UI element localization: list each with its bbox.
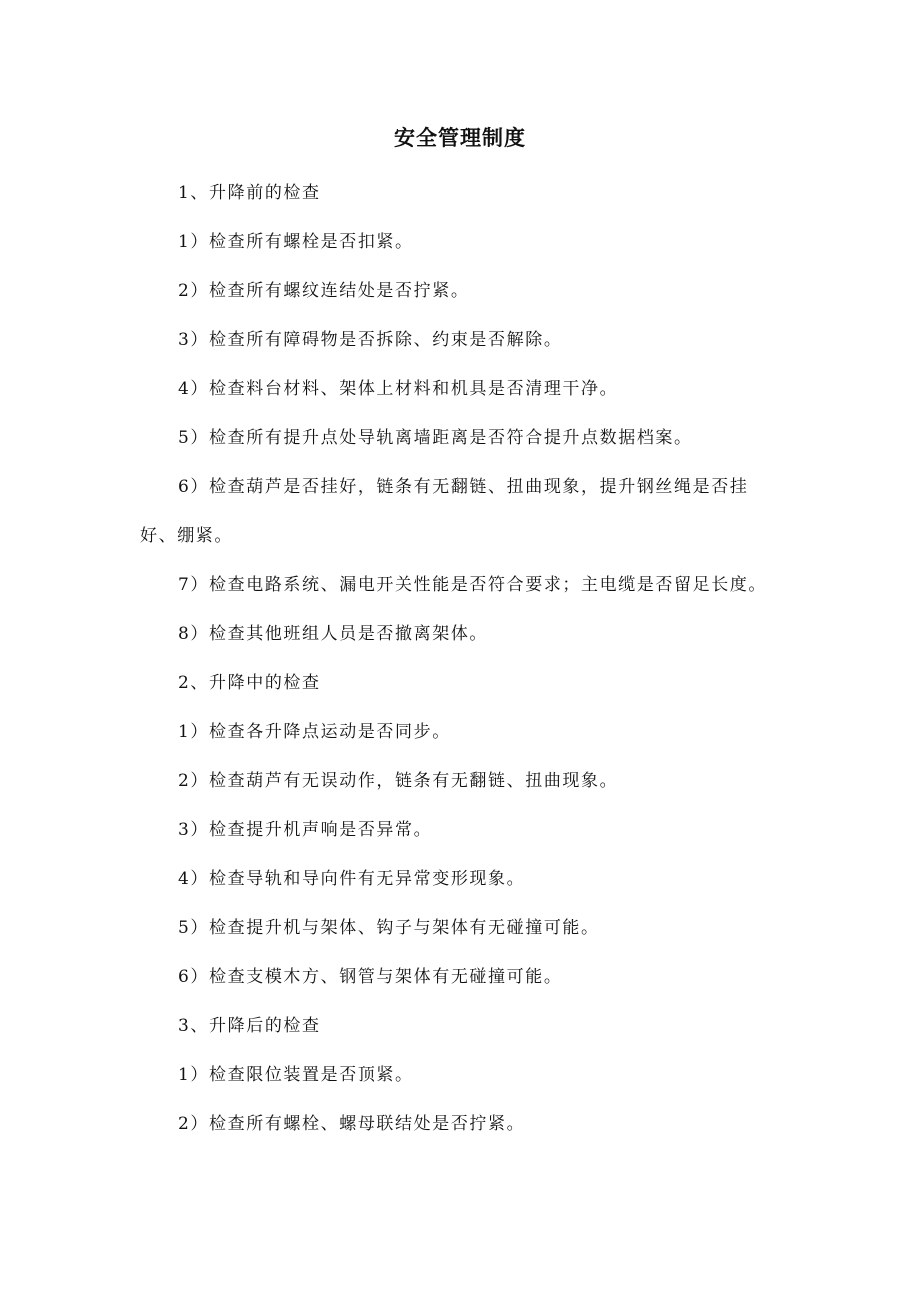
list-item: 7）检查电路系统、漏电开关性能是否符合要求；主电缆是否留足长度。 (178, 575, 768, 595)
list-item: 2）检查葫芦有无误动作，链条有无翻链、扭曲现象。 (178, 771, 619, 791)
section-heading: 3、升降后的检查 (178, 1016, 321, 1036)
list-item: 1）检查各升降点运动是否同步。 (178, 722, 451, 742)
list-item: 2）检查所有螺栓、螺母联结处是否拧紧。 (178, 1114, 526, 1134)
document-body (140, 169, 780, 1149)
section-heading: 2、升降中的检查 (178, 673, 321, 693)
list-item: 3）检查所有障碍物是否拆除、约束是否解除。 (178, 330, 563, 350)
list-item: 3）检查提升机声响是否异常。 (178, 820, 433, 840)
section-heading: 1、升降前的检查 (178, 183, 321, 203)
list-item: 4）检查导轨和导向件有无异常变形现象。 (178, 869, 526, 889)
list-item: 1）检查所有螺栓是否扣紧。 (178, 232, 414, 252)
list-item: 5）检查所有提升点处导轨离墙距离是否符合提升点数据档案。 (178, 428, 693, 448)
list-item: 4）检查料台材料、架体上材料和机具是否清理干净。 (178, 379, 619, 399)
list-item: 1）检查限位装置是否顶紧。 (178, 1065, 414, 1085)
list-item: 5）检查提升机与架体、钩子与架体有无碰撞可能。 (178, 918, 600, 938)
list-item: 8）检查其他班组人员是否撤离架体。 (178, 624, 489, 644)
list-item: 6）检查支模木方、钢管与架体有无碰撞可能。 (178, 967, 563, 987)
list-item: 2）检查所有螺纹连结处是否拧紧。 (178, 281, 470, 301)
page-title: 安全管理制度 (394, 126, 526, 150)
list-item: 6）检查葫芦是否挂好，链条有无翻链、扭曲现象，提升钢丝绳是否挂好、绷紧。 (140, 477, 749, 546)
